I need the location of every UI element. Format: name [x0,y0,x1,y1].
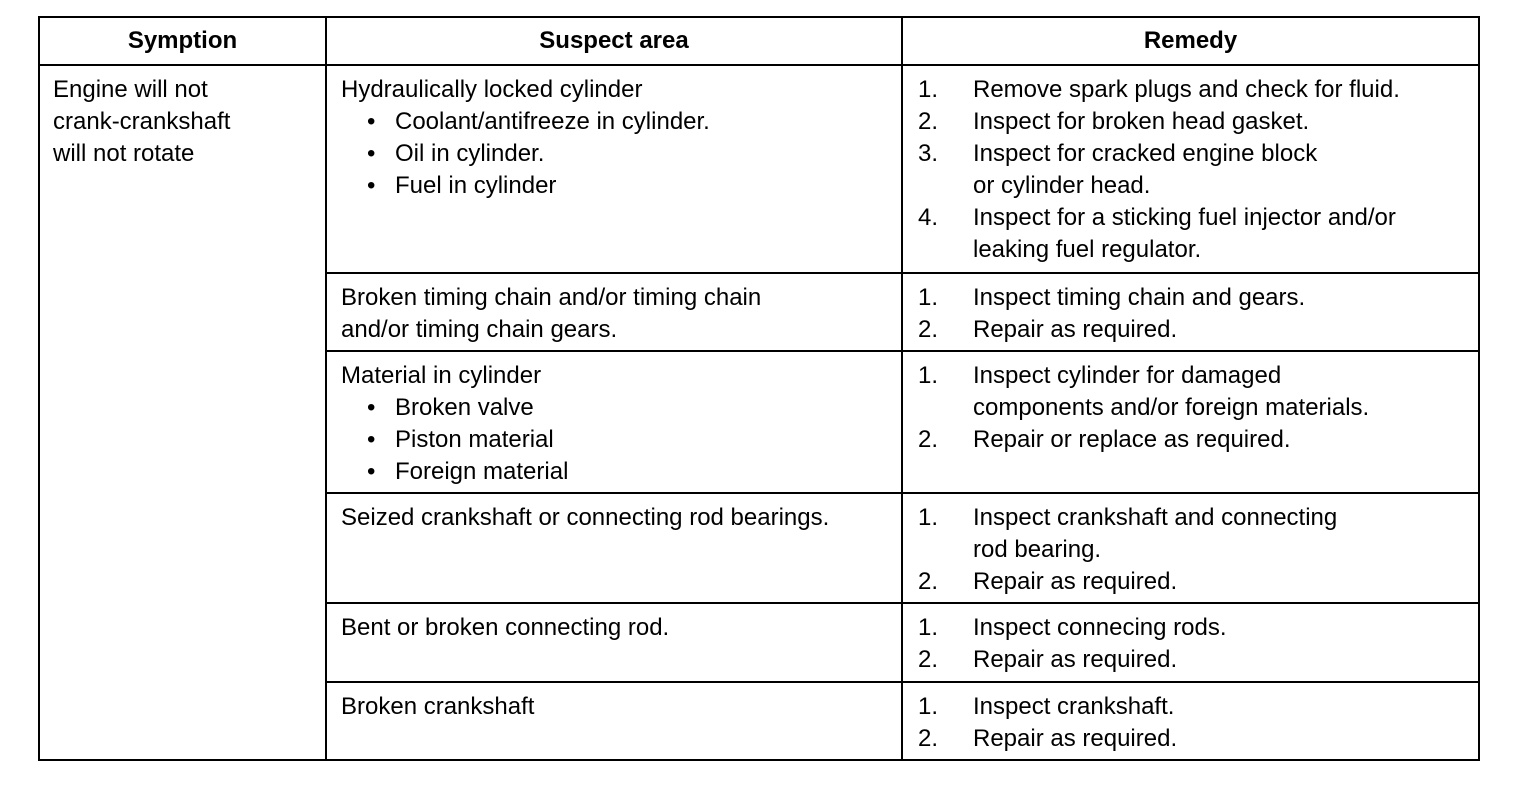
suspect-bullet-list [341,106,901,202]
symptom-line: crank-crankshaft [53,108,231,135]
bullet-text: Oil in cylinder. [395,140,545,167]
step-number: 1. [918,614,939,641]
suspect-title: Material in cylinder [341,362,542,389]
step-text: Inspect cylinder for damaged [973,362,1282,389]
step-number: 1. [918,693,939,720]
list-item [918,360,1478,424]
step-number: 2. [918,725,939,752]
step-text: Repair as required. [973,725,1178,752]
step-number: 1. [918,284,939,311]
step-number: 1. [918,504,939,531]
list-item [367,424,901,456]
header-remedy: Remedy [902,17,1479,65]
list-item [918,424,1478,456]
step-text: leaking fuel regulator. [973,236,1202,263]
list-item [918,202,1478,266]
remedy-cell [902,493,1479,603]
bullet-icon: • [367,426,376,453]
step-text: Inspect timing chain and gears. [973,284,1306,311]
step-text: Inspect for cracked engine block [973,140,1318,167]
header-suspect-area: Suspect area [326,17,902,65]
bullet-icon: • [367,140,376,167]
step-number: 4. [918,204,939,231]
remedy-list [918,282,1478,346]
list-item [918,106,1478,138]
suspect-cell [326,682,902,760]
suspect-cell [326,65,902,273]
step-number: 2. [918,108,939,135]
step-number: 1. [918,76,939,103]
step-number: 1. [918,362,939,389]
suspect-line: Seized crankshaft or connecting rod bearings. [341,504,830,531]
step-text: Repair as required. [973,646,1178,673]
list-item [918,502,1478,566]
list-item [918,314,1478,346]
step-number: 2. [918,426,939,453]
step-text: Inspect crankshaft. [973,693,1175,720]
step-number: 3. [918,140,939,167]
list-item [367,392,901,424]
step-number: 2. [918,646,939,673]
step-text: components and/or foreign materials. [973,394,1370,421]
bullet-icon: • [367,108,376,135]
list-item [918,566,1478,598]
remedy-cell [902,351,1479,493]
step-text: Inspect connecing rods. [973,614,1227,641]
remedy-list [918,74,1478,266]
bullet-icon: • [367,394,376,421]
list-item [918,138,1478,202]
bullet-text: Piston material [395,426,554,453]
symptom-cell [39,65,326,760]
remedy-cell [902,65,1479,273]
step-text: Inspect for broken head gasket. [973,108,1310,135]
header-symptom: Symption [39,17,326,65]
step-number: 2. [918,568,939,595]
list-item [367,106,901,138]
suspect-line: Broken crankshaft [341,693,535,720]
suspect-line: Bent or broken connecting rod. [341,614,670,641]
step-text: Repair or replace as required. [973,426,1291,453]
list-item [367,456,901,488]
step-text: rod bearing. [973,536,1102,563]
suspect-cell [326,493,902,603]
header-row [39,17,1479,65]
remedy-list [918,360,1478,456]
bullet-icon: • [367,458,376,485]
list-item [918,644,1478,676]
bullet-text: Coolant/antifreeze in cylinder. [395,108,710,135]
remedy-cell [902,603,1479,682]
step-text: Inspect crankshaft and connecting [973,504,1338,531]
table-row [39,65,1479,273]
remedy-cell [902,273,1479,351]
remedy-list [918,502,1478,598]
step-text: Inspect for a sticking fuel injector and/or [973,204,1396,231]
step-text: Remove spark plugs and check for fluid. [973,76,1400,103]
list-item [367,170,901,202]
remedy-list [918,612,1478,676]
bullet-text: Fuel in cylinder [395,172,557,199]
suspect-cell [326,273,902,351]
list-item [918,74,1478,106]
bullet-icon: • [367,172,376,199]
suspect-title: Hydraulically locked cylinder [341,76,643,103]
step-text: or cylinder head. [973,172,1151,199]
list-item [918,612,1478,644]
list-item [918,691,1478,723]
bullet-text: Foreign material [395,458,569,485]
step-text: Repair as required. [973,568,1178,595]
symptom-line: will not rotate [53,140,195,167]
remedy-list [918,691,1478,755]
list-item [367,138,901,170]
remedy-cell [902,682,1479,760]
step-text: Repair as required. [973,316,1178,343]
symptom-line: Engine will not [53,76,208,103]
suspect-cell [326,603,902,682]
list-item [918,282,1478,314]
suspect-line: Broken timing chain and/or timing chain [341,284,762,311]
suspect-bullet-list [341,392,901,488]
suspect-line: and/or timing chain gears. [341,316,618,343]
suspect-cell [326,351,902,493]
bullet-text: Broken valve [395,394,534,421]
diagnosis-table [38,16,1480,761]
step-number: 2. [918,316,939,343]
list-item [918,723,1478,755]
